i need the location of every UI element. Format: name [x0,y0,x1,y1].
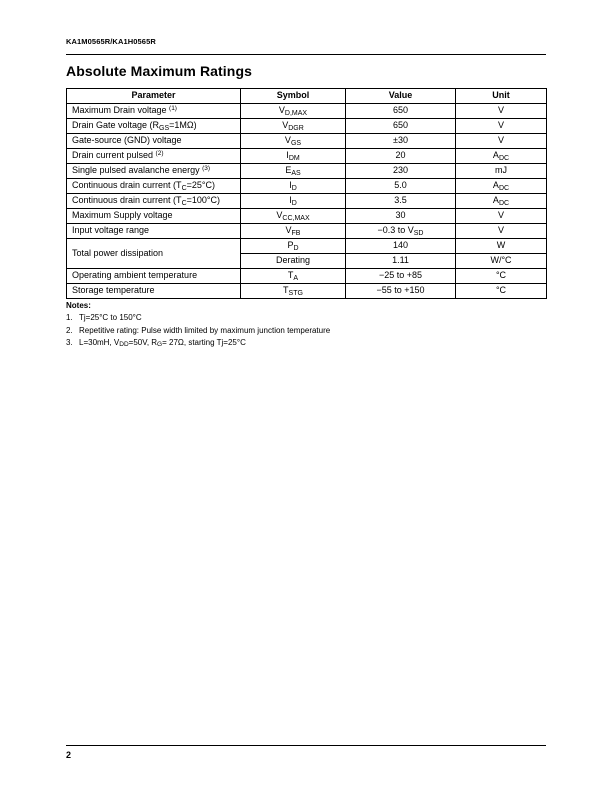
table-cell: $V_{D,MAX}$ [241,104,346,119]
table-cell: $E_{AS}$ [241,164,346,179]
table-cell: $I_D$ [241,179,346,194]
table-cell: $A_{DC}$ [456,194,547,209]
note-item [66,313,330,323]
table-cell: $I_D$ [241,194,346,209]
table-cell: $T_{STG}$ [241,284,346,299]
table-cell: ±30 [346,134,456,149]
table-cell: Gate-source (GND) voltage [67,134,241,149]
notes-list [66,313,330,348]
table-cell: V [456,224,547,239]
table-cell: Drain Gate voltage $(R_{GS}=1M\Omega)$ [67,119,241,134]
table-cell: $V_{CC,MAX}$ [241,209,346,224]
page-title: Absolute Maximum Ratings [66,63,252,79]
table-cell: 140 [346,239,456,254]
column-header: Symbol [241,89,346,104]
table-row [67,284,547,299]
table-cell: Continuous drain current $(T_C=100^\circ C)$ [67,194,241,209]
table-cell: $V_{FB}$ [241,224,346,239]
table-cell: $V_{GS}$ [241,134,346,149]
note-text: L=30mH, $V_{DD}=50V$, $R_G= 27\Omega$, starting Tj=25°C [79,338,246,349]
note-text: Tj=25°C to 150°C [79,313,142,322]
table-row [67,209,547,224]
table-cell: 1.11 [346,254,456,269]
notes-label: Notes: [66,301,91,310]
note-item [66,338,330,348]
table-cell: Operating ambient temperature [67,269,241,284]
table-cell: °C [456,284,547,299]
table-cell: Derating [241,254,346,269]
table-row [67,149,547,164]
table-cell: V [456,134,547,149]
document-id: KA1M0565R/KA1H0565R [66,37,156,46]
table-cell: 5.0 [346,179,456,194]
table-cell: $A_{DC}$ [456,179,547,194]
table-cell: $T_A$ [241,269,346,284]
table-cell: Continuous drain current $(T_C=25^\circ C)$ [67,179,241,194]
table-row [67,134,547,149]
table-cell: V [456,209,547,224]
table-cell: −55 to +150 [346,284,456,299]
table-cell: $I_{DM}$ [241,149,346,164]
column-header: Parameter [67,89,241,104]
table-cell: Maximum Drain voltage $^{(1)}$ [67,104,241,119]
table-cell: W/°C [456,254,547,269]
table-cell: V [456,104,547,119]
table-cell: Storage temperature [67,284,241,299]
absolute-maximum-ratings-table [66,88,547,299]
table-cell: Maximum Supply voltage [67,209,241,224]
table-cell: 20 [346,149,456,164]
table-row [67,164,547,179]
footer-divider [66,745,546,746]
column-header: Unit [456,89,547,104]
table-cell: Single pulsed avalanche energy $^{(3)}$ [67,164,241,179]
note-number: 1. [66,313,73,322]
table-header-row [67,89,547,104]
table-cell: °C [456,269,547,284]
table-row [67,269,547,284]
table-cell: W [456,239,547,254]
table-cell: −0.3 to $V_{SD}$ [346,224,456,239]
table-cell: 650 [346,104,456,119]
table-cell: 230 [346,164,456,179]
note-text: Repetitive rating: Pulse width limited by maximum junction temperature [79,325,331,335]
table-row [67,224,547,239]
table-cell: $V_{DGR}$ [241,119,346,134]
table-header [67,89,547,104]
note-item [66,326,330,336]
table-cell: −25 to +85 [346,269,456,284]
table-row [67,239,547,254]
table-row [67,194,547,209]
table-cell: $A_{DC}$ [456,149,547,164]
table-row [67,104,547,119]
header-divider [66,54,546,55]
note-number: 2. [66,325,73,335]
table-cell: 650 [346,119,456,134]
notes-section [66,301,330,348]
table-cell: Total power dissipation [67,239,241,269]
table-cell: 30 [346,209,456,224]
table-cell: mJ [456,164,547,179]
table-row [67,119,547,134]
table-body [67,104,547,299]
column-header: Value [346,89,456,104]
table-cell: Drain current pulsed $^{(2)}$ [67,149,241,164]
table-cell: V [456,119,547,134]
table-row [67,179,547,194]
table-cell: 3.5 [346,194,456,209]
page-number: 2 [66,750,72,760]
table-cell: $P_D$ [241,239,346,254]
note-number: 3. [66,338,73,348]
table-cell: Input voltage range [67,224,241,239]
